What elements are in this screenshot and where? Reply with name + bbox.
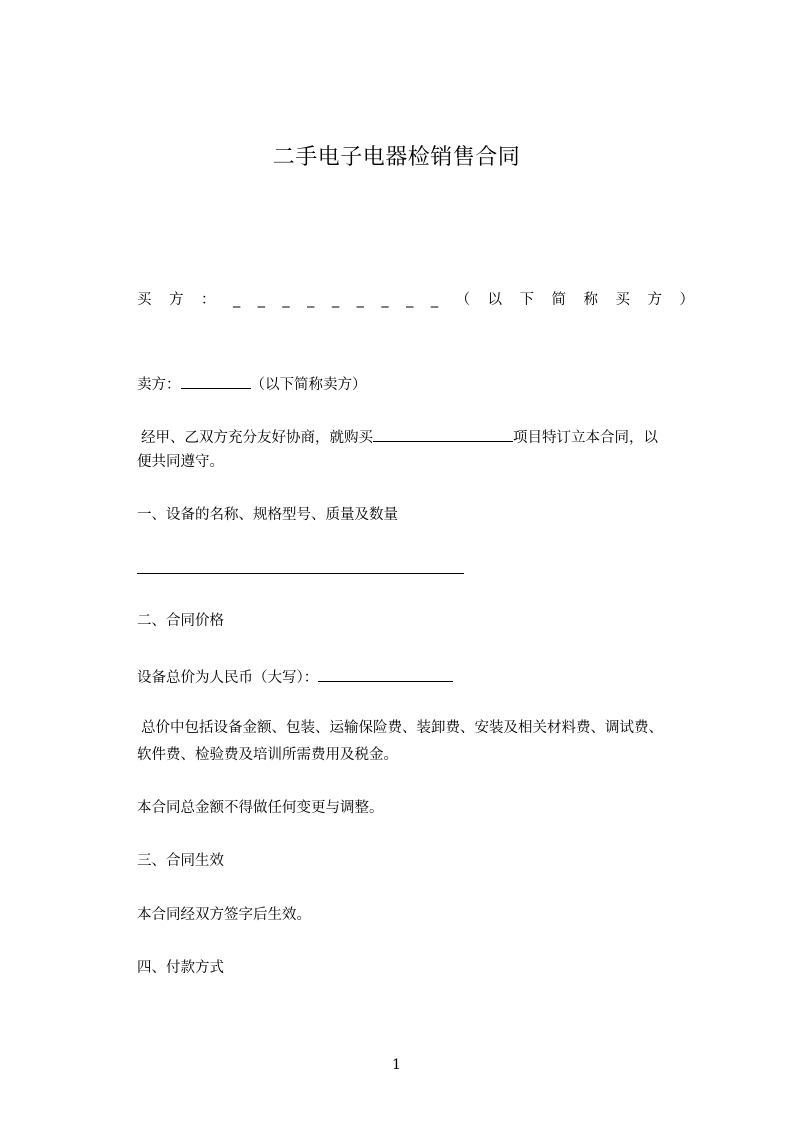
- buyer-char: 以: [487, 292, 503, 308]
- price-includes-line-1: 总价中包括设备金额、包装、运输保险费、装卸费、安装及相关材料费、调试费、: [141, 720, 663, 736]
- seller-blank: [181, 372, 251, 389]
- buyer-blank-char: _: [381, 292, 389, 308]
- document-title: 二手电子电器检销售合同: [272, 145, 521, 170]
- buyer-char: 简: [551, 292, 567, 308]
- intro-line-2: 便共同遵守。: [137, 454, 224, 470]
- buyer-line: [137, 290, 694, 310]
- section1-heading: 一、设备的名称、规格型号、质量及数量: [137, 507, 398, 523]
- page-number: 1: [392, 1057, 401, 1073]
- buyer-char: 方: [647, 292, 662, 308]
- buyer-blank-char: _: [282, 292, 290, 308]
- intro-part-1: 经甲、乙双方充分友好协商，就购买: [141, 430, 373, 446]
- effective-text: 本合同经双方签字后生效。: [137, 907, 311, 923]
- price-label: 设备总价为人民币（大写）：: [137, 670, 319, 686]
- buyer-char: 方: [168, 292, 184, 308]
- buyer-char: 下: [519, 292, 535, 308]
- seller-suffix: （以下简称卖方）: [250, 377, 367, 393]
- price-line: [137, 665, 453, 688]
- project-blank: [373, 425, 513, 442]
- buyer-blank-char: _: [257, 292, 265, 308]
- equipment-blank-line: [137, 573, 464, 574]
- price-includes-line-2: 软件费、检验费及培训所需费用及税金。: [137, 747, 398, 763]
- buyer-blank-char: _: [406, 292, 414, 308]
- buyer-char: （: [455, 292, 471, 308]
- buyer-blank-char: _: [430, 292, 439, 308]
- buyer-char: ）: [679, 292, 694, 308]
- intro-part-2: 项目特订立本合同，以: [513, 430, 658, 446]
- buyer-blank-char: _: [356, 292, 364, 308]
- buyer-blank-char: _: [232, 292, 241, 308]
- buyer-char: ：: [200, 292, 216, 308]
- intro-line-1: [141, 425, 658, 448]
- buyer-blank-char: _: [307, 292, 315, 308]
- section4-heading: 四、付款方式: [137, 960, 224, 976]
- seller-label: 卖方：: [137, 377, 181, 393]
- buyer-char: 称: [583, 292, 598, 308]
- price-fixed-text: 本合同总金额不得做任何变更与调整。: [137, 800, 384, 816]
- section3-heading: 三、合同生效: [137, 853, 224, 869]
- buyer-blank-char: _: [331, 292, 340, 308]
- price-blank: [318, 665, 453, 682]
- buyer-char: 买: [615, 292, 630, 308]
- seller-line: [137, 372, 367, 395]
- section2-heading: 二、合同价格: [137, 613, 224, 629]
- buyer-char: 买: [137, 292, 152, 308]
